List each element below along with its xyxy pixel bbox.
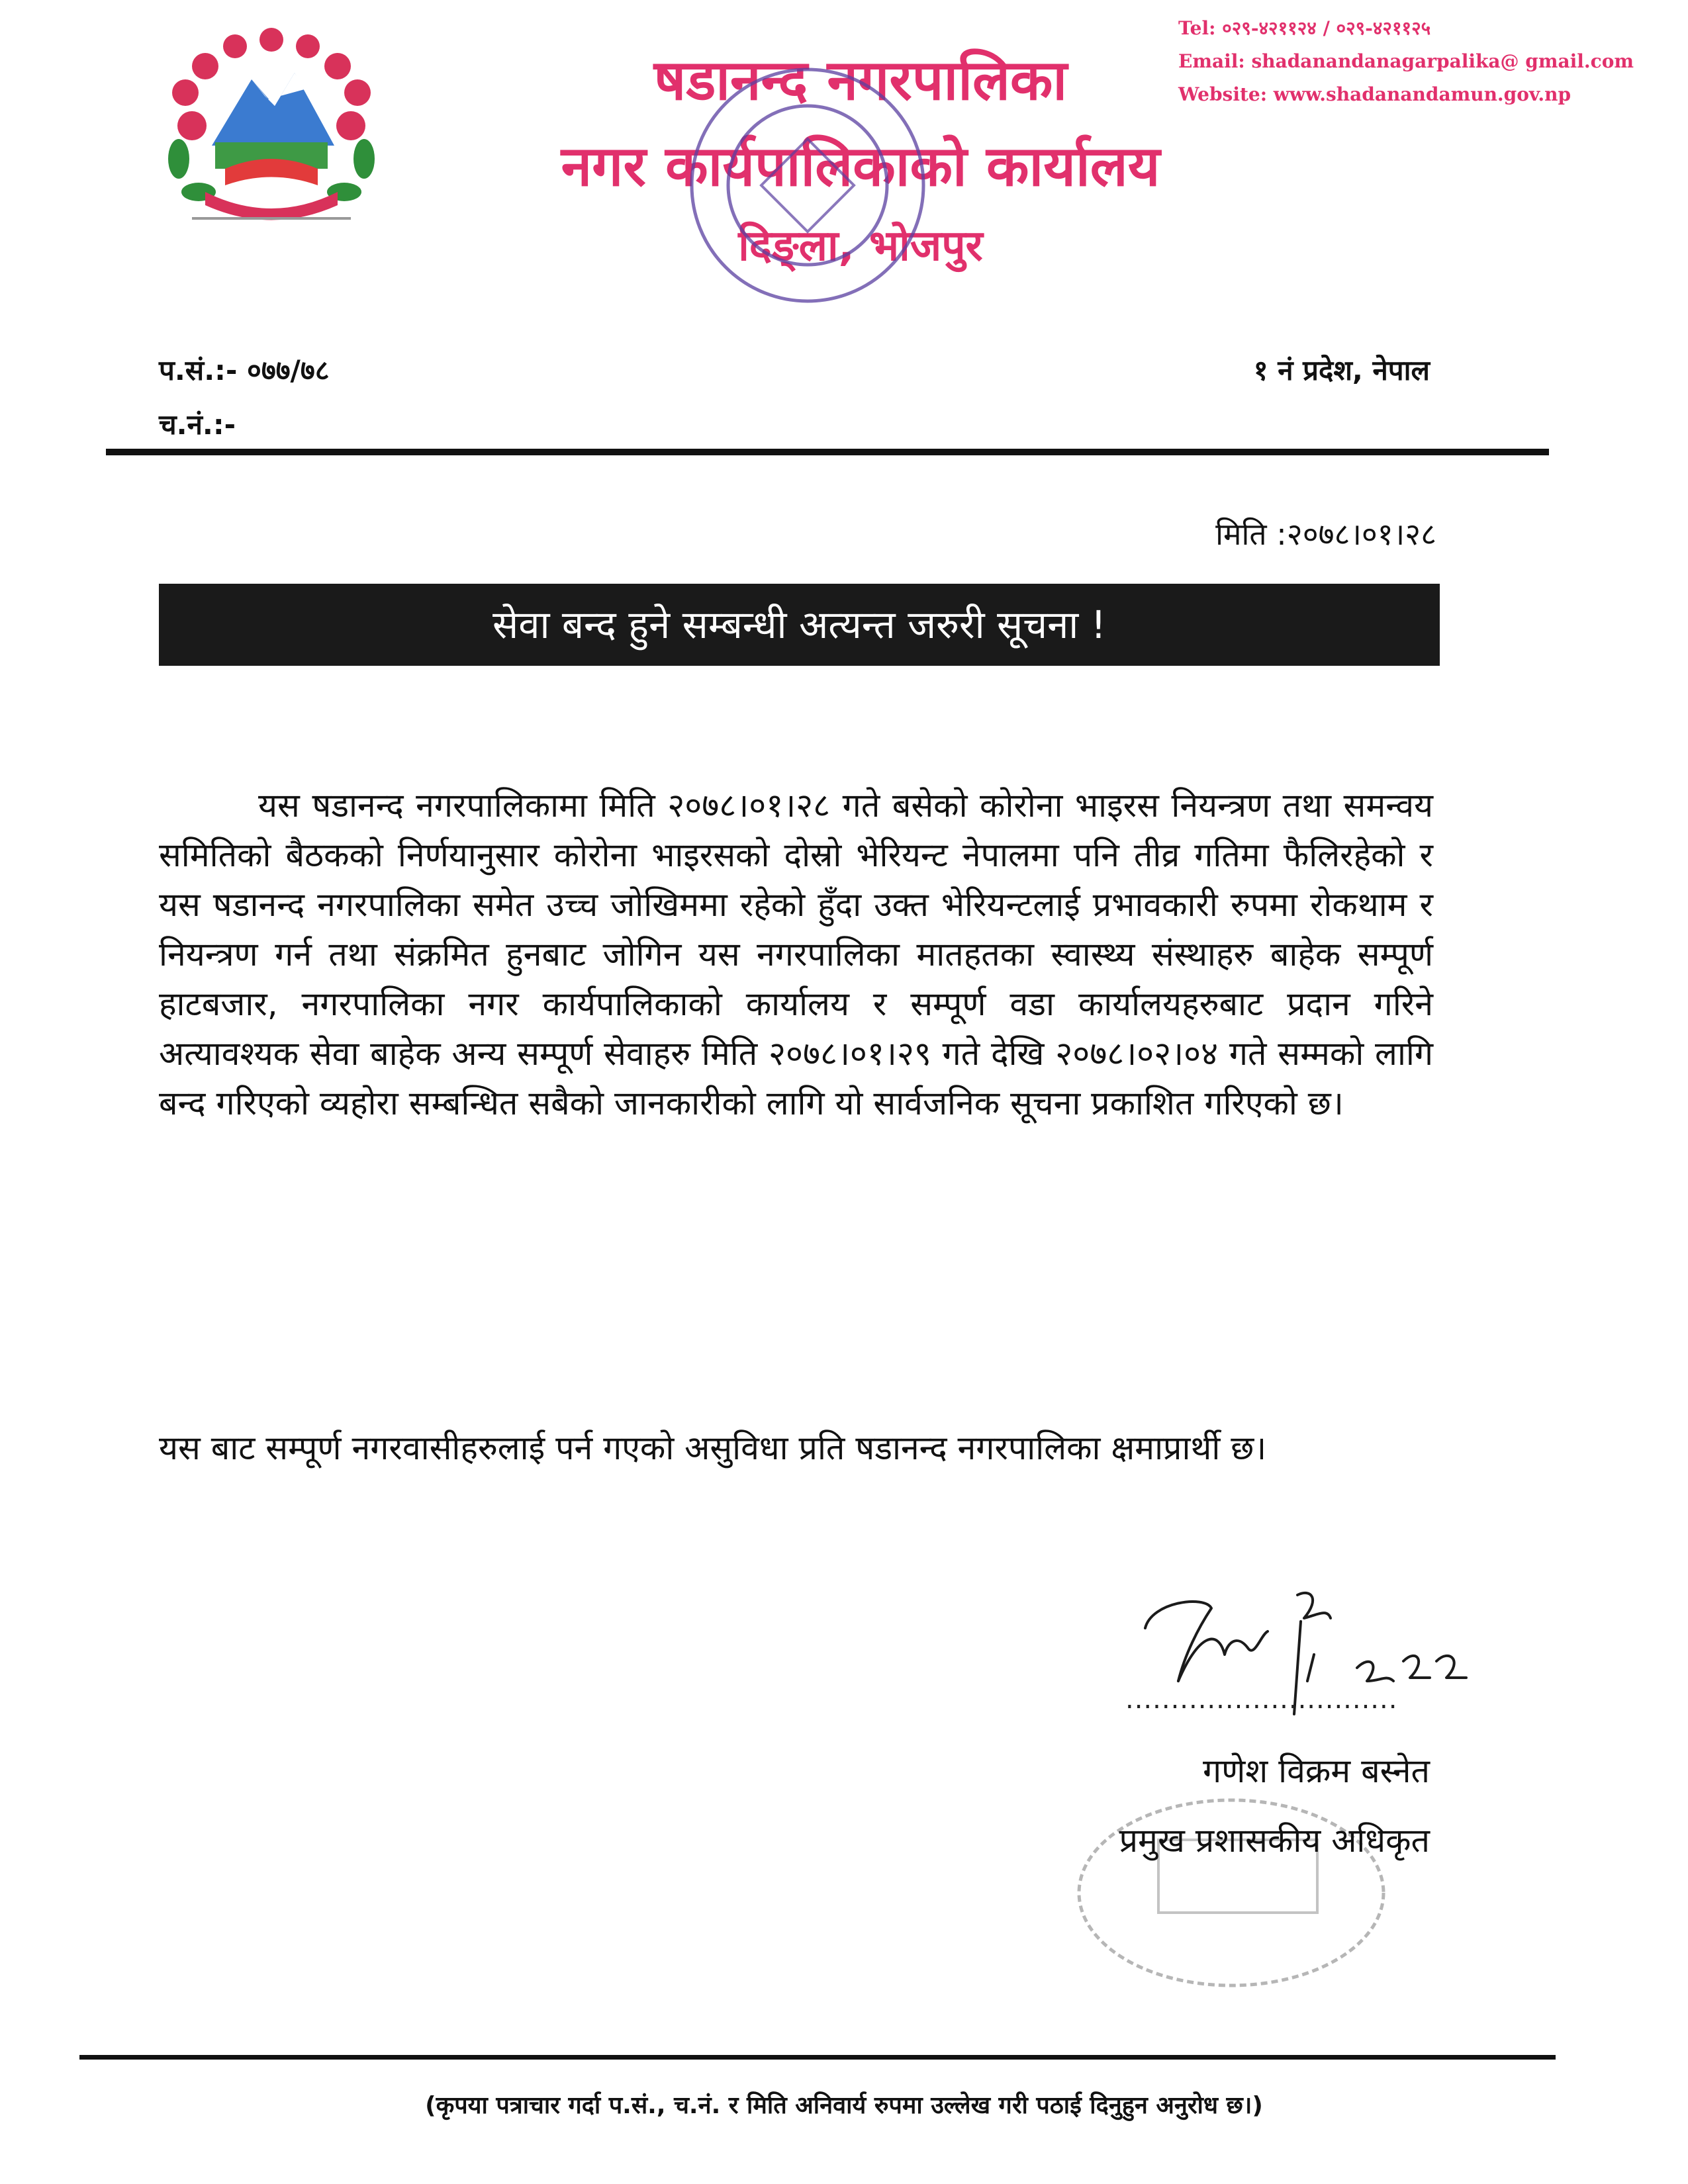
contact-block bbox=[1178, 12, 1668, 111]
contact-tel: Tel: ०२९-४२११२४ / ०२९-४२११२५ bbox=[1178, 17, 1431, 39]
office-name: नगर कार्यपालिकाको कार्यालय bbox=[561, 134, 1160, 199]
contact-email: Email: shadanandanagarpalika@ gmail.com bbox=[1178, 50, 1634, 72]
org-name: षडानन्द नगरपालिका bbox=[653, 48, 1068, 113]
dispatch-number: च.नं.:- bbox=[159, 408, 236, 441]
office-address: दिङ्ला, भोजपुर bbox=[738, 222, 983, 271]
province-label: १ नं प्रदेश, नेपाल bbox=[1253, 354, 1430, 387]
signer-title: प्रमुख प्रशासकीय अधिकृत bbox=[1119, 1821, 1430, 1860]
office-stamp bbox=[675, 60, 940, 311]
letter-date: मिति :२०७८।०१।२८ bbox=[1215, 516, 1436, 552]
footer-note: (कृपया पत्राचार गर्दा प.सं., च.नं. र मिति अनिवार्य रुपमा उल्लेख गरी पठाई दिनुहुन अनुरोध छ।) bbox=[425, 2092, 1263, 2119]
nepal-emblem-logo bbox=[152, 26, 391, 238]
reference-number: प.सं.:- ०७७/७८ bbox=[159, 354, 330, 387]
header-divider bbox=[106, 449, 1549, 455]
body-paragraph-1: यस षडानन्द नगरपालिकामा मिति २०७८।०१।२८ गते बसेको कोरोना भाइरस नियन्त्रण तथा समन्वय समितिको बैठकको निर्णयानुसार कोरोना भाइरसको दोस्रो भेरियन्ट नेपालमा पनि तीव्र गतिमा फैलिरहेको र यस षडानन्द नगरपालिका समेत उच्च जोखिममा रहेको हुँदा उक्त भेरियन्टलाई प्रभावकारी रुपमा रोकथाम र नियन्त्रण गर्न तथा संक्रमित हुनबाट जोगिन यस नगरपालिका मातहतका स्वास्थ्य संस्थाहरु बाहेक सम्पूर्ण हाटबजार, नगरपालिका नगर कार्यपालिकाको कार्यालय र सम्पूर्ण वडा कार्यालयहरुबाट प्रदान गरिने अत्यावश्यक सेवा बाहेक अन्य सम्पूर्ण सेवाहरु मिति २०७८।०१।२९ गते देखि २०७८।०२।०४ गते सम्मको लागि बन्द गरिएको व्यहोरा सम्बन्धित सबैको जानकारीको लागि यो सार्वजनिक सूचना प्रकाशित गरिएको छ। bbox=[159, 786, 1433, 1122]
signature-line: .............................. bbox=[1125, 1684, 1398, 1715]
signer-name: गणेश विक्रम बस्नेत bbox=[1202, 1752, 1430, 1790]
subject-banner: सेवा बन्द हुने सम्बन्धी अत्यन्त जरुरी सूचना ! bbox=[159, 584, 1440, 666]
footer-divider bbox=[79, 2055, 1556, 2060]
contact-website: Website: www.shadanandamun.gov.np bbox=[1178, 83, 1571, 105]
body-paragraph-2: यस बाट सम्पूर्ण नगरवासीहरुलाई पर्न गएको असुविधा प्रति षडानन्द नगरपालिका क्षमाप्रार्थी छ। bbox=[159, 1429, 1267, 1467]
